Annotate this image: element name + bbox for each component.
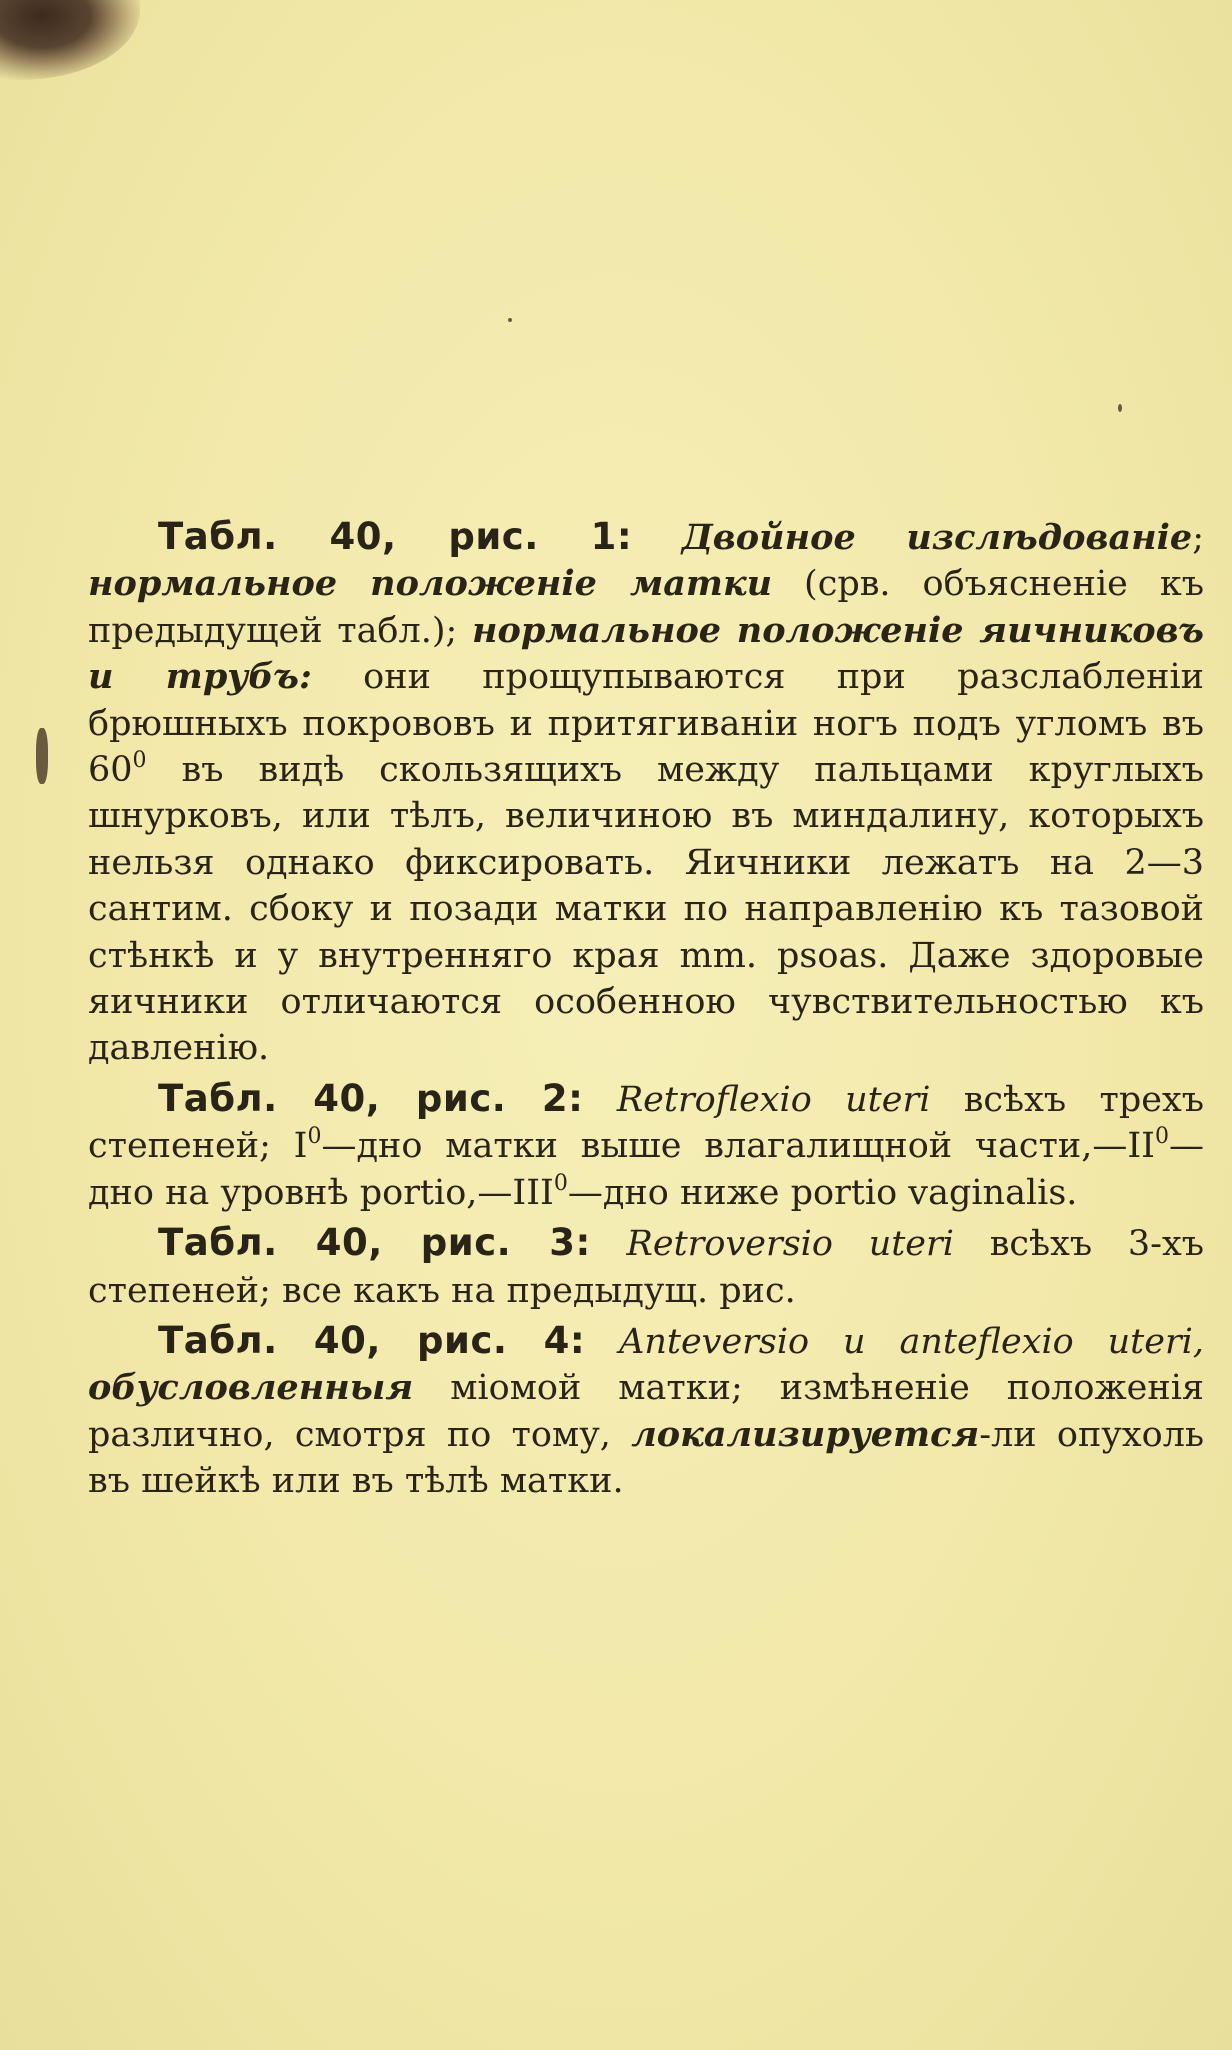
plate-entry-4: Табл. 40, рис. 4: Anteversio и anteflexio uteri, обусловленныя міомой матки; измѣненіе положенія различно, смотря по тому, локализируется-ли опухоль въ шейкѣ или въ тѣлѣ матки. — [88, 1318, 1204, 1502]
speck — [508, 318, 512, 322]
page-text — [88, 514, 1204, 1505]
speck — [1118, 404, 1122, 412]
entry-label: Табл. 40, рис. 3: — [158, 1221, 591, 1265]
plate-entry-2: Табл. 40, рис. 2: Retroflexio uteri всѣхъ трехъ степеней; $I^0—дно$ матки выше влагалищной $части,—II^0—дно$ на уровнѣ portio,—III$^0$—дно ниже portio vaginalis. — [88, 1076, 1204, 1213]
entry-label: Табл. 40, рис. 4: — [158, 1318, 586, 1362]
corner-stain — [0, 0, 140, 80]
entry-label: Табл. 40, рис. 2: — [158, 1076, 584, 1120]
speck — [36, 728, 48, 784]
entry-label: Табл. 40, рис. 1: — [158, 515, 633, 558]
plate-entry-3: Табл. 40, рис. 3: Retroversio uteri всѣхъ 3-хъ степеней; все какъ на предыдущ. рис. — [88, 1221, 1204, 1311]
plate-entry-1: Табл. 40, рис. 1: Двойное изслѣдованіе; нормальное положеніе матки (срв. объясненіе къ предыдущей табл.); нормальное положеніе яичниковъ и трубъ: они прощупываются при разслабленіи брюшныхъ покрововъ и притягиваніи ногъ подъ угломъ въ $60^0$ въ видѣ скользящихъ между пальцами круглыхъ шнурковъ, или тѣлъ, величиною въ миндалину, которыхъ нельзя однако фиксировать. Яичники лежатъ на 2—3 сантим. сбоку и позади матки по направленію къ тазовой стѣнкѣ и у внутренняго края mm. psoas. Даже здоровые яичники отличаются особенною чувствительностью къ давленію. — [88, 515, 1205, 1069]
